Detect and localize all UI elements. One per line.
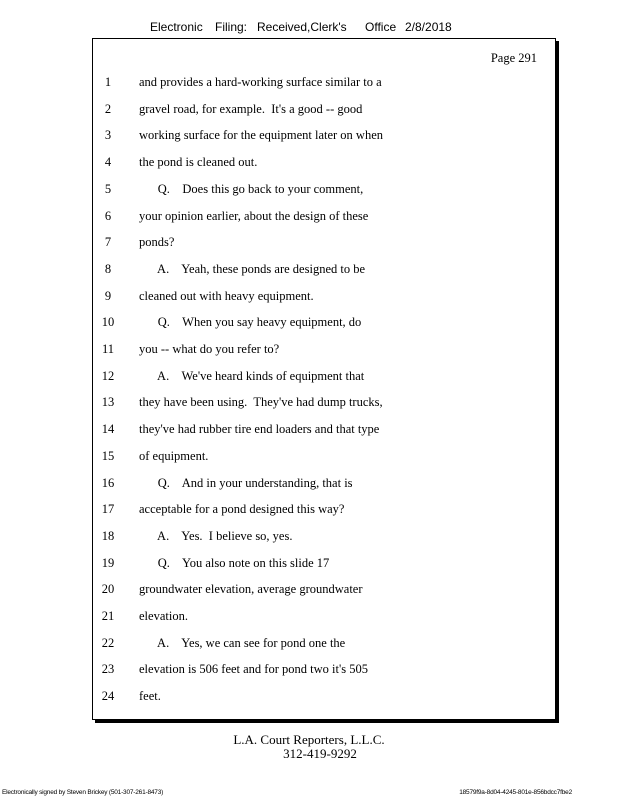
line-number: 12	[101, 368, 115, 383]
document-hash: 18579f9a-8d04-4245-801e-856bdcc7fbe2	[459, 789, 572, 796]
header-electronic: Electronic	[150, 20, 203, 34]
line-number: 19	[101, 555, 115, 570]
line-number: 21	[101, 609, 115, 623]
line-text: Q. You also note on this slide 17	[139, 555, 330, 570]
footer-phone: 312-419-9292	[283, 746, 357, 761]
line-number: 3	[104, 128, 112, 143]
header-filing: Filing:	[215, 20, 248, 34]
line-number: 1	[104, 75, 112, 89]
line-text: your opinion earlier, about the design of these	[139, 208, 369, 223]
line-text: they have been using. They've had dump trucks,	[139, 395, 383, 410]
line-text: cleaned out with heavy equipment.	[139, 288, 314, 303]
header-received-clerks: Received,Clerk's	[257, 20, 347, 34]
line-number: 22	[101, 635, 115, 650]
line-text: groundwater elevation, average groundwater	[139, 582, 363, 597]
line-number: 10	[101, 315, 115, 330]
line-number: 16	[101, 475, 115, 490]
line-number: 7	[104, 235, 112, 250]
line-number: 2	[104, 101, 112, 116]
line-number: 9	[104, 288, 112, 303]
line-text: A. Yeah, these ponds are designed to be	[139, 261, 366, 276]
line-text: and provides a hard-working surface similar to a	[139, 75, 382, 89]
line-text: A. Yes. I believe so, yes.	[139, 528, 293, 543]
line-text: they've had rubber tire end loaders and that type	[139, 422, 380, 437]
line-text: the pond is cleaned out.	[139, 155, 258, 170]
line-text: elevation.	[139, 609, 188, 623]
line-number: 8	[104, 261, 112, 276]
line-number: 15	[101, 448, 115, 463]
filing-header	[0, 20, 618, 36]
line-text: Q. Does this go back to your comment,	[139, 181, 364, 196]
transcript-page	[92, 38, 556, 720]
line-text: you -- what do you refer to?	[139, 342, 280, 356]
line-number: 24	[101, 689, 115, 704]
header-office: Office	[365, 20, 397, 34]
line-number: 14	[101, 422, 115, 437]
line-number: 13	[101, 395, 115, 410]
line-number: 18	[101, 528, 115, 543]
page-number: Page 291	[490, 51, 537, 65]
line-text: Q. When you say heavy equipment, do	[139, 315, 362, 330]
line-text: of equipment.	[139, 448, 209, 463]
line-text: elevation is 506 feet and for pond two it's 505	[139, 662, 368, 677]
footer	[0, 733, 618, 761]
electronic-signature: Electronically signed by Steven Brickey (501-307-261-8473)	[2, 789, 164, 796]
line-number: 20	[101, 582, 115, 597]
footer-company: L.A. Court Reporters, L.L.C.	[233, 732, 385, 747]
line-text: A. Yes, we can see for pond one the	[139, 635, 346, 650]
line-text: working surface for the equipment later on when	[139, 128, 384, 143]
line-text: A. We've heard kinds of equipment that	[139, 368, 365, 383]
line-text: acceptable for a pond designed this way?	[139, 502, 345, 517]
header-date: 2/8/2018	[405, 20, 452, 34]
line-number: 11	[101, 342, 115, 356]
line-text: feet.	[139, 689, 161, 704]
line-number: 5	[104, 181, 112, 196]
line-text: ponds?	[139, 235, 175, 250]
line-number: 4	[104, 155, 112, 170]
line-text: gravel road, for example. It's a good -- good	[139, 101, 363, 116]
line-text: Q. And in your understanding, that is	[139, 475, 353, 490]
line-number: 6	[104, 208, 112, 223]
line-number: 23	[101, 662, 115, 677]
line-number: 17	[101, 502, 115, 517]
